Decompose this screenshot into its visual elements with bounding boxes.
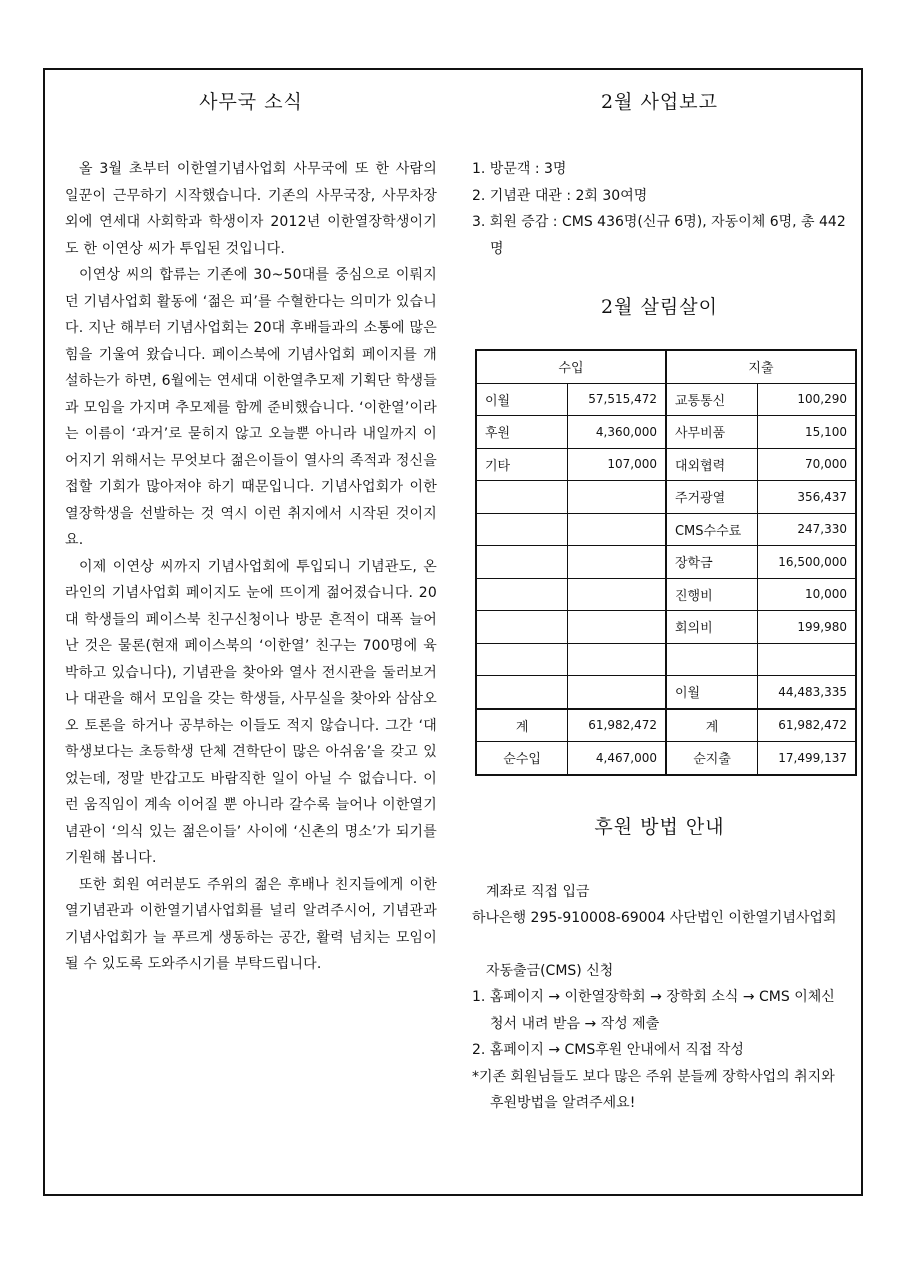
expense-label: 장학금 — [666, 546, 758, 579]
table-row — [476, 481, 856, 514]
cms-step-1: 1. 홈페이지 → 이한열장학회 → 장학회 소식 → CMS 이체신청서 내려 받음 → 작성 제출 — [472, 989, 835, 1032]
net-expense-amount: 17,499,137 — [758, 742, 856, 775]
support-title: 후원 방법 안내 — [594, 815, 725, 838]
total-expense-amount: 61,982,472 — [758, 709, 856, 742]
table-row — [476, 383, 856, 416]
income-label — [476, 676, 568, 709]
news-paragraph-4: 또한 회원 여러분도 주위의 젊은 후배나 친지들에게 이한열기념관과 이한열기념사업회를 널리 알려주시어, 기념관과 기념사업회가 늘 푸르게 생동하는 공간, 활력 넘치는 모임이 될 수 있도록 도와주시기를 부탁드립니다. — [65, 876, 437, 972]
right-column — [472, 82, 847, 1117]
expense-amount: 16,500,000 — [758, 546, 856, 579]
net-income-label: 순수입 — [476, 742, 568, 775]
income-amount: 57,515,472 — [568, 383, 666, 416]
support-note: *기존 회원님들도 보다 많은 주위 분들께 장학사업의 취지와 후원방법을 알려주세요! — [472, 1068, 835, 1111]
expense-label: 사무비품 — [666, 416, 758, 449]
table-row — [476, 448, 856, 481]
budget-header-row — [476, 350, 856, 383]
income-header: 수입 — [476, 350, 666, 383]
income-amount — [568, 546, 666, 579]
income-amount — [568, 611, 666, 644]
expense-amount — [758, 643, 856, 676]
news-paragraph-2: 이연상 씨의 합류는 기존에 30~50대를 중심으로 이뤄지던 기념사업회 활동에 ‘젊은 피’를 수혈한다는 의미가 있습니다. 지난 해부터 기념사업회는 20대 후배들과의 소통에 많은 힘을 기울여 왔습니다. 페이스북에 기념사업회 페이지를 개설하는가 하면, 6월에는 연세대 이한열추모제 기획단 학생들과 모임을 가지며 추모제를 함께 준비했습니다. ‘이한열’이라는 이름이 ‘과거’로 묻히지 않고 오늘뿐 아니라 내일까지 이어지기 위해서는 무엇보다 젊은이들이 열사의 족적과 정신을 접할 기회가 많아져야 하기 때문입니다. 기념사업회가 이한열장학생을 선발하는 것 역시 이런 취지에서 시작된 것이지요. — [65, 267, 437, 548]
income-label — [476, 513, 568, 546]
expense-label: CMS수수료 — [666, 513, 758, 546]
total-row — [476, 709, 856, 742]
expense-amount: 44,483,335 — [758, 676, 856, 709]
income-label: 후원 — [476, 416, 568, 449]
income-amount — [568, 481, 666, 514]
net-row — [476, 742, 856, 775]
expense-amount: 15,100 — [758, 416, 856, 449]
income-amount: 4,360,000 — [568, 416, 666, 449]
expense-label: 교통통신 — [666, 383, 758, 416]
expense-label: 회의비 — [666, 611, 758, 644]
table-row — [476, 643, 856, 676]
report-item-visitors: 1. 방문객 : 3명 — [472, 161, 567, 177]
net-expense-label: 순지출 — [666, 742, 758, 775]
total-expense-label: 계 — [666, 709, 758, 742]
income-amount — [568, 513, 666, 546]
expense-amount: 199,980 — [758, 611, 856, 644]
cms-heading: 자동출금(CMS) 신청 — [486, 962, 614, 979]
income-amount — [568, 643, 666, 676]
income-label: 이월 — [476, 383, 568, 416]
news-paragraph-3: 이제 이연상 씨까지 기념사업회에 투입되니 기념관도, 온라인의 기념사업회 페이지도 눈에 뜨이게 젊어졌습니다. 20대 학생들의 페이스북 친구신청이나 방문 흔적이 대폭 늘어난 것은 물론(현재 페이스북의 ‘이한열’ 친구는 700명에 육박하고 있습니다), 기념관을 찾아와 열사 전시관을 둘러보거나 대관을 해서 모임을 갖는 학생들, 사무실을 찾아와 삼삼오오 토론을 하거나 공부하는 이들도 적지 않습니다. 그간 ‘대학생보다는 초등학생 단체 견학단이 많은 아쉬움’을 갖고 있었는데, 정말 반갑고도 바람직한 일이 아닐 수 없습니다. 이런 움직임이 계속 이어질 뿐 아니라 갈수록 늘어나 이한열기념관이 ‘의식 있는 젊은이들’ 사이에 ‘신촌의 명소’가 되기를 기원해 봅니다. — [65, 558, 437, 866]
expense-header: 지출 — [666, 350, 856, 383]
income-label — [476, 546, 568, 579]
direct-deposit-heading: 계좌로 직접 입금 — [486, 883, 590, 900]
expense-amount: 356,437 — [758, 481, 856, 514]
net-income-amount: 4,467,000 — [568, 742, 666, 775]
news-paragraph-1: 올 3월 초부터 이한열기념사업회 사무국에 또 한 사람의 일꾼이 근무하기 시작했습니다. 기존의 사무국장, 사무차장 외에 연세대 사회학과 학생이자 2012년 이한열장학생이기도 한 이연상 씨가 투입된 것입니다. — [65, 161, 437, 257]
report-title: 2월 사업보고 — [601, 91, 718, 113]
office-news-column — [65, 82, 437, 978]
expense-label: 대외협력 — [666, 448, 758, 481]
expense-amount: 100,290 — [758, 383, 856, 416]
report-item-members: 3. 회원 증감 : CMS 436명(신규 6명), 자동이체 6명, 총 442명 — [472, 214, 846, 257]
income-label — [476, 611, 568, 644]
income-label: 기타 — [476, 448, 568, 481]
table-row — [476, 611, 856, 644]
expense-label — [666, 643, 758, 676]
table-row — [476, 578, 856, 611]
income-label — [476, 643, 568, 676]
total-income-amount: 61,982,472 — [568, 709, 666, 742]
income-amount — [568, 578, 666, 611]
table-row — [476, 676, 856, 709]
budget-table — [475, 349, 857, 776]
expense-amount: 70,000 — [758, 448, 856, 481]
income-amount — [568, 676, 666, 709]
support-section — [472, 879, 847, 1117]
income-label — [476, 578, 568, 611]
table-row — [476, 513, 856, 546]
report-item-rental: 2. 기념관 대관 : 2회 30여명 — [472, 187, 648, 204]
cms-step-2: 2. 홈페이지 → CMS후원 안내에서 직접 작성 — [472, 1042, 744, 1058]
report-list — [472, 156, 847, 262]
table-row — [476, 416, 856, 449]
bank-account: 하나은행 295-910008-69004 사단법인 이한열기념사업회 — [472, 910, 837, 926]
table-row — [476, 546, 856, 579]
expense-label: 주거광열 — [666, 481, 758, 514]
budget-title: 2월 살림살이 — [601, 296, 718, 318]
expense-label: 이월 — [666, 676, 758, 709]
expense-amount: 10,000 — [758, 578, 856, 611]
total-income-label: 계 — [476, 709, 568, 742]
income-amount: 107,000 — [568, 448, 666, 481]
office-news-title: 사무국 소식 — [199, 91, 303, 113]
expense-amount: 247,330 — [758, 513, 856, 546]
income-label — [476, 481, 568, 514]
expense-label: 진행비 — [666, 578, 758, 611]
